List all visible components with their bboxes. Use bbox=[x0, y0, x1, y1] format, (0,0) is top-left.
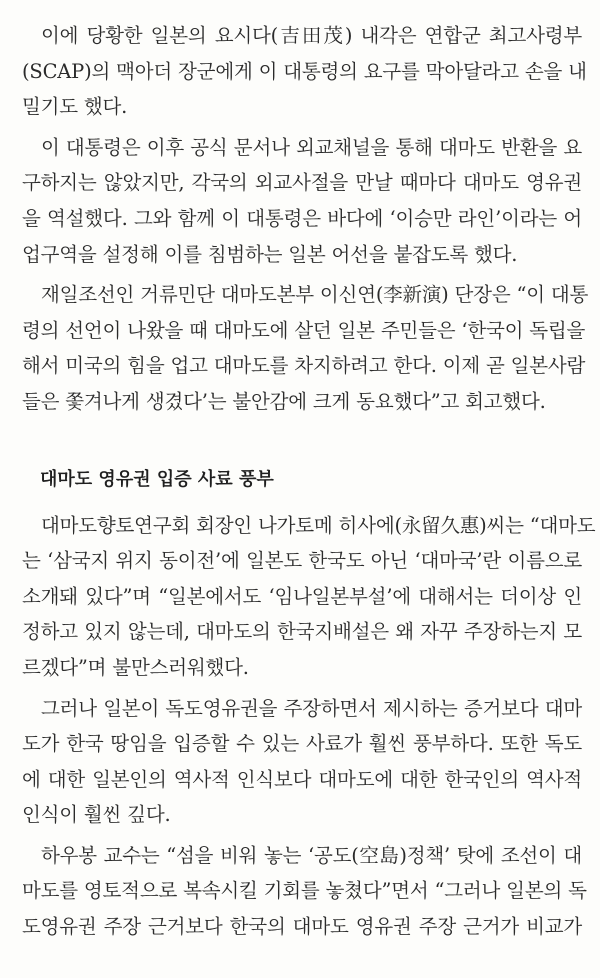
text-line: 하우봉 교수는 “섬을 비워 놓는 ‘공도(空島)정책’ 탓에 조선이 대 bbox=[41, 843, 582, 867]
text-line: 마도를 영토적으로 복속시킬 기회를 놓쳤다”면서 “그러나 일본의 독 bbox=[22, 879, 587, 903]
text-line: 업구역을 설정해 이를 침범하는 일본 어선을 붙잡도록 했다. bbox=[22, 242, 518, 266]
paragraph-residents bbox=[22, 277, 589, 419]
text-line: 령의 선언이 나왔을 때 대마도에 살던 일본 주민들은 ‘한국이 독립을 bbox=[22, 318, 586, 342]
paragraph-evidence bbox=[22, 691, 582, 833]
text-line: 해서 미국의 힘을 업고 대마도를 차지하려고 한다. 이제 곧 일본사람 bbox=[22, 354, 586, 378]
paragraph-yoshida bbox=[22, 18, 587, 125]
text-line: 이에 당황한 일본의 요시다(吉田茂) 내각은 연합군 최고사령부 bbox=[41, 24, 582, 47]
text-line: (SCAP)의 맥아더 장군에게 이 대통령의 요구를 막아달라고 손을 내 bbox=[22, 59, 587, 83]
text-line: 밀기도 했다. bbox=[22, 95, 128, 119]
text-line: 도영유권 주장 근거보다 한국의 대마도 영유권 주장 근거가 비교가 bbox=[22, 915, 582, 939]
paragraph-ha-woobong bbox=[22, 838, 587, 945]
text-line: 에 대한 일본인의 역사적 인식보다 대마도에 대한 한국인의 역사적 bbox=[22, 767, 582, 791]
text-line: 그러나 일본이 독도영유권을 주장하면서 제시하는 증거보다 대마 bbox=[41, 696, 582, 720]
paragraph-rhee-line bbox=[22, 130, 582, 272]
text-line: 소개돼 있다”며 “일본에서도 ‘임나일본부설’에 대해서는 더이상 인 bbox=[22, 584, 582, 608]
text-line: 는 ‘삼국지 위지 동이전’에 일본도 한국도 아닌 ‘대마국’란 이름으로 bbox=[22, 549, 582, 573]
text-line: 구하지는 않았지만, 각국의 외교사절을 만날 때마다 대마도 영유권 bbox=[22, 171, 583, 195]
paragraph-nagatome bbox=[22, 508, 596, 686]
section-heading: 대마도 영유권 입증 사료 풍부 bbox=[40, 468, 274, 490]
text-line: 르겠다”며 불만스러워했다. bbox=[22, 655, 249, 679]
text-line: 도가 한국 땅임을 입증할 수 있는 사료가 훨씬 풍부하다. 또한 독도 bbox=[22, 732, 582, 756]
text-line: 재일조선인 거류민단 대마도본부 이신연(李新演) 단장은 “이 대통 bbox=[41, 283, 589, 307]
text-line: 정하고 있지 않는데, 대마도의 한국지배설은 왜 자꾸 주장하는지 모 bbox=[22, 620, 582, 644]
text-line: 인식이 훨씬 깊다. bbox=[22, 803, 171, 827]
text-line: 이 대통령은 이후 공식 문서나 외교채널을 통해 대마도 반환을 요 bbox=[41, 135, 582, 159]
text-line: 대마도향토연구회 회장인 나가토메 히사에(永留久惠)씨는 “대마도 bbox=[41, 513, 596, 537]
text-line: 을 역설했다. 그와 함께 이 대통령은 바다에 ‘이승만 라인’이라는 어 bbox=[22, 206, 582, 230]
text-line: 들은 쫓겨나게 생겼다’는 불안감에 크게 동요했다”고 회고했다. bbox=[22, 389, 546, 413]
